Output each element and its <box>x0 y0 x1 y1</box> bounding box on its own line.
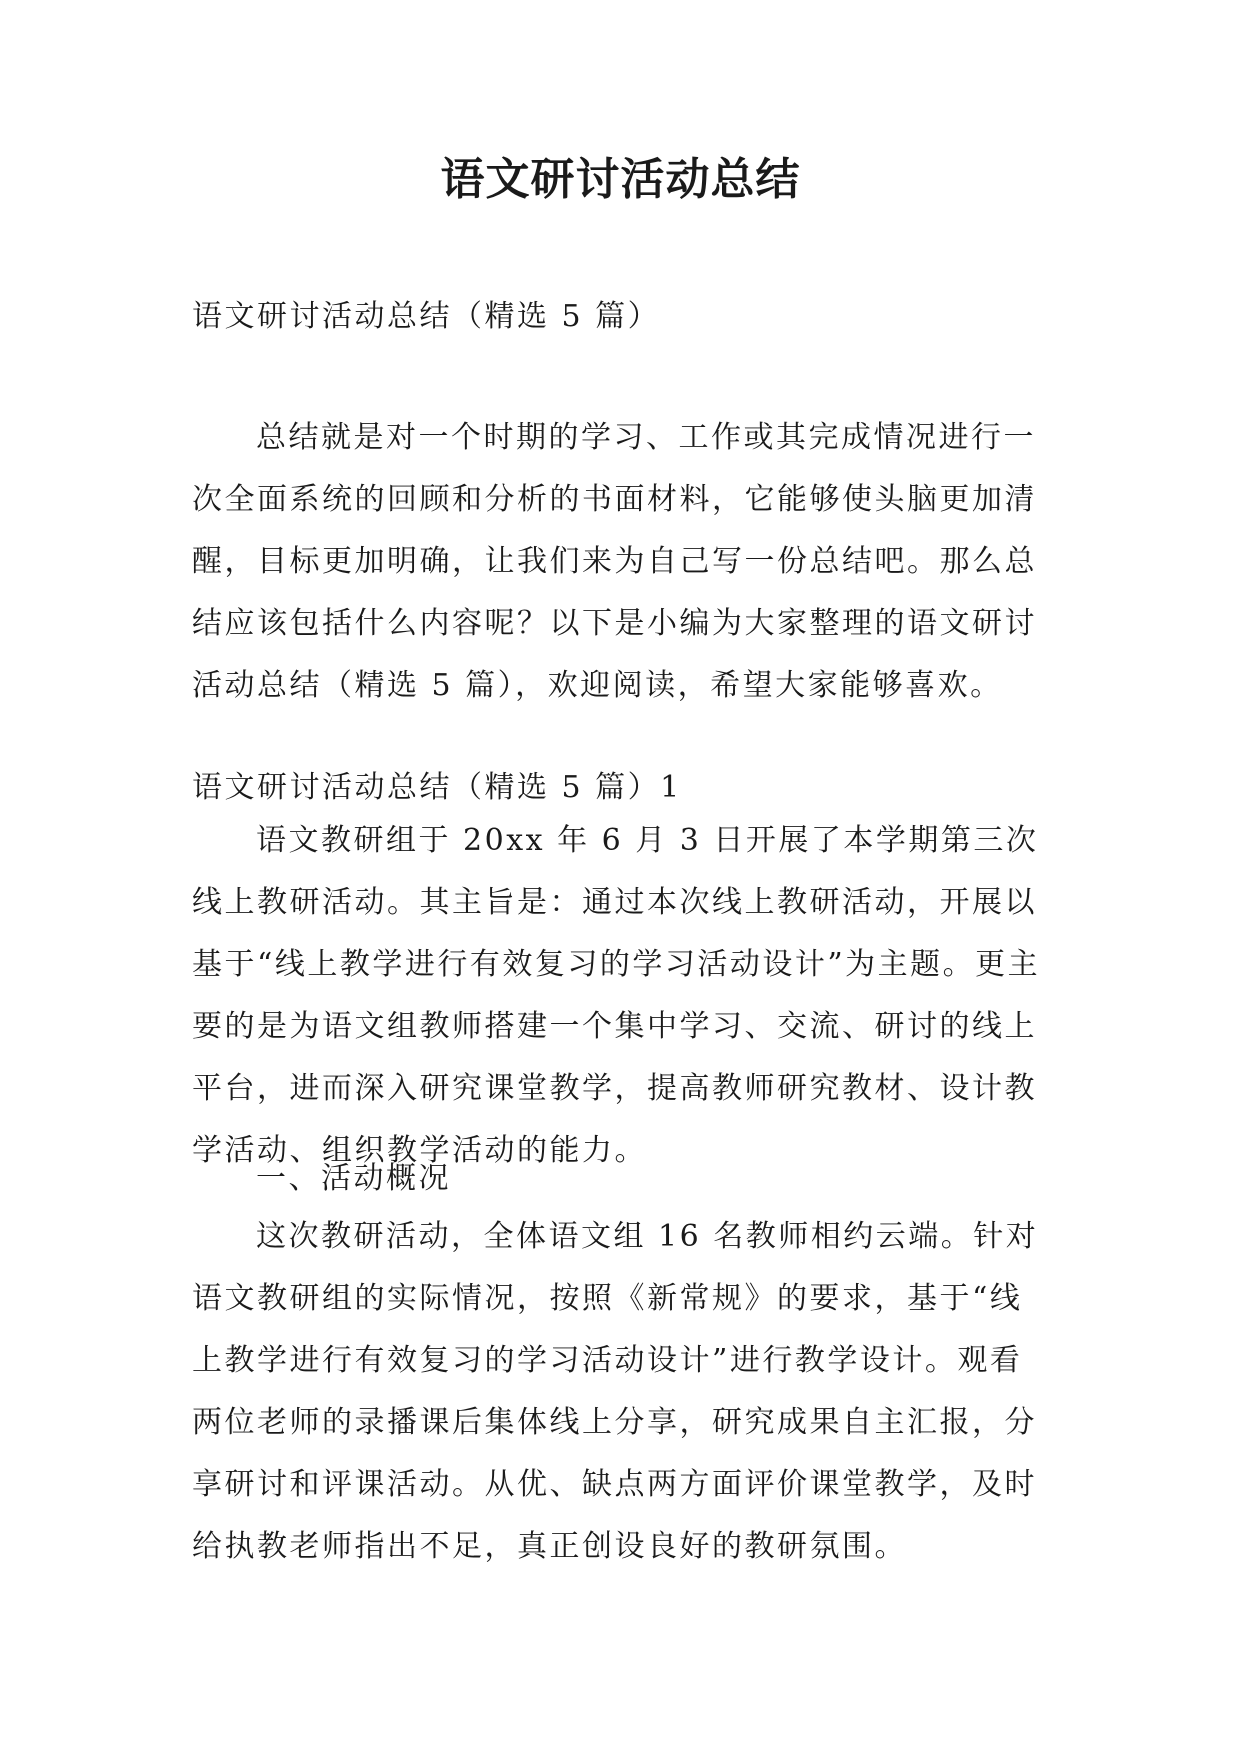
activity-overview-heading: 一、活动概况 <box>256 1161 451 1196</box>
document-title: 语文研讨活动总结 <box>440 154 801 205</box>
body-paragraph-2: 这次教研活动，全体语文组 16 名教师相约云端。针对语文教研组的实际情况，按照《新常规》的要求，基于“线上教学进行有效复习的学习活动设计”进行教学设计。观看两位老师的录播课后集体线上分享，研究成果自主汇报，分享研讨和评课活动。从优、缺点两方面评价课堂教学，及时给执教老师指出不足，真正创设良好的教研氛围。 <box>192 1219 1039 1564</box>
section-heading: 语文研讨活动总结（精选 5 篇）1 <box>192 770 682 805</box>
body-paragraph-1: 语文教研组于 20xx 年 6 月 3 日开展了本学期第三次线上教研活动。其主旨是：通过本次线上教研活动，开展以基于“线上教学进行有效复习的学习活动设计”为主题。更主要的是为语文组教师搭建一个集中学习、交流、研讨的线上平台，进而深入研究课堂教学，提高教师研究教材、设计教学活动、组织教学活动的能力。 <box>192 823 1041 1168</box>
intro-paragraph: 总结就是对一个时期的学习、工作或其完成情况进行一次全面系统的回顾和分析的书面材料，它能够使头脑更加清醒，目标更加明确，让我们来为自己写一份总结吧。那么总结应该包括什么内容呢？以下是小编为大家整理的语文研讨活动总结（精选 5 篇），欢迎阅读，希望大家能够喜欢。 <box>192 420 1037 703</box>
document-subtitle: 语文研讨活动总结（精选 5 篇） <box>192 299 661 334</box>
